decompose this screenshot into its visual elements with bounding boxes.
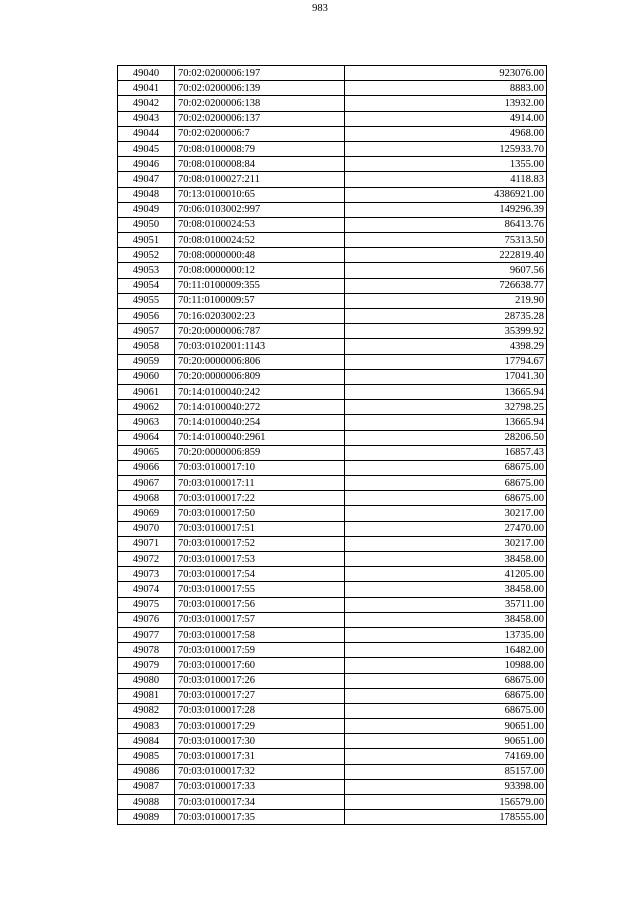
table-row: [118, 384, 547, 399]
value-cell: 68675.00: [345, 476, 547, 491]
value-cell: 28735.28: [345, 309, 547, 324]
table-row: [118, 293, 547, 308]
row-number-cell: 49077: [118, 627, 175, 642]
cadastral-number-cell: 70:03:0100017:27: [175, 688, 345, 703]
value-cell: 8883.00: [345, 81, 547, 96]
table-row: [118, 233, 547, 248]
value-cell: 93398.00: [345, 779, 547, 794]
table-row: [118, 248, 547, 263]
table-row: [118, 612, 547, 627]
value-cell: 68675.00: [345, 460, 547, 475]
cadastral-number-cell: 70:20:0000006:806: [175, 354, 345, 369]
row-number-cell: 49076: [118, 612, 175, 627]
row-number-cell: 49078: [118, 643, 175, 658]
cadastral-number-cell: 70:08:0100024:52: [175, 233, 345, 248]
table-row: [118, 491, 547, 506]
value-cell: 13735.00: [345, 627, 547, 642]
cadastral-number-cell: 70:20:0000006:859: [175, 445, 345, 460]
row-number-cell: 49079: [118, 658, 175, 673]
table-row: [118, 658, 547, 673]
value-cell: 125933.70: [345, 141, 547, 156]
cadastral-number-cell: 70:02:0200006:139: [175, 81, 345, 96]
table-row: [118, 278, 547, 293]
cadastral-number-cell: 70:08:0100008:79: [175, 141, 345, 156]
cadastral-number-cell: 70:03:0100017:54: [175, 567, 345, 582]
table-row: [118, 126, 547, 141]
value-cell: 30217.00: [345, 536, 547, 551]
table-row: [118, 673, 547, 688]
row-number-cell: 49066: [118, 460, 175, 475]
value-cell: 38458.00: [345, 612, 547, 627]
cadastral-number-cell: 70:03:0100017:30: [175, 734, 345, 749]
value-cell: 68675.00: [345, 703, 547, 718]
value-cell: 17794.67: [345, 354, 547, 369]
value-cell: 923076.00: [345, 66, 547, 81]
row-number-cell: 49060: [118, 369, 175, 384]
table-row: [118, 66, 547, 81]
row-number-cell: 49044: [118, 126, 175, 141]
cadastral-number-cell: 70:14:0100040:242: [175, 384, 345, 399]
cadastral-number-cell: 70:16:0203002:23: [175, 309, 345, 324]
row-number-cell: 49042: [118, 96, 175, 111]
table-row: [118, 536, 547, 551]
cadastral-number-cell: 70:02:0200006:138: [175, 96, 345, 111]
value-cell: 726638.77: [345, 278, 547, 293]
row-number-cell: 49059: [118, 354, 175, 369]
cadastral-number-cell: 70:14:0100040:254: [175, 415, 345, 430]
row-number-cell: 49074: [118, 582, 175, 597]
cadastral-number-cell: 70:08:0100008:84: [175, 157, 345, 172]
table-row: [118, 400, 547, 415]
row-number-cell: 49089: [118, 810, 175, 825]
cadastral-number-cell: 70:14:0100040:2961: [175, 430, 345, 445]
table-body: [118, 66, 547, 825]
row-number-cell: 49061: [118, 384, 175, 399]
value-cell: 219.90: [345, 293, 547, 308]
value-cell: 35399.92: [345, 324, 547, 339]
cadastral-number-cell: 70:13:0100010:65: [175, 187, 345, 202]
value-cell: 222819.40: [345, 248, 547, 263]
row-number-cell: 49046: [118, 157, 175, 172]
value-cell: 38458.00: [345, 582, 547, 597]
value-cell: 16857.43: [345, 445, 547, 460]
table-row: [118, 339, 547, 354]
value-cell: 35711.00: [345, 597, 547, 612]
table-row: [118, 309, 547, 324]
table-row: [118, 688, 547, 703]
value-cell: 149296.39: [345, 202, 547, 217]
row-number-cell: 49075: [118, 597, 175, 612]
cadastral-number-cell: 70:03:0100017:31: [175, 749, 345, 764]
cadastral-number-cell: 70:03:0100017:35: [175, 810, 345, 825]
row-number-cell: 49087: [118, 779, 175, 794]
cadastral-number-cell: 70:03:0100017:11: [175, 476, 345, 491]
cadastral-number-cell: 70:03:0100017:22: [175, 491, 345, 506]
cadastral-number-cell: 70:03:0100017:57: [175, 612, 345, 627]
cadastral-number-cell: 70:08:0100027:211: [175, 172, 345, 187]
row-number-cell: 49055: [118, 293, 175, 308]
table-row: [118, 627, 547, 642]
row-number-cell: 49081: [118, 688, 175, 703]
cadastral-number-cell: 70:03:0100017:60: [175, 658, 345, 673]
cadastral-number-cell: 70:03:0102001:1143: [175, 339, 345, 354]
value-cell: 4398.29: [345, 339, 547, 354]
value-cell: 1355.00: [345, 157, 547, 172]
value-cell: 90651.00: [345, 719, 547, 734]
table-row: [118, 506, 547, 521]
row-number-cell: 49073: [118, 567, 175, 582]
row-number-cell: 49051: [118, 233, 175, 248]
value-cell: 28206.50: [345, 430, 547, 445]
row-number-cell: 49085: [118, 749, 175, 764]
row-number-cell: 49067: [118, 476, 175, 491]
cadastral-number-cell: 70:03:0100017:56: [175, 597, 345, 612]
table-row: [118, 779, 547, 794]
row-number-cell: 49069: [118, 506, 175, 521]
table-row: [118, 567, 547, 582]
table-row: [118, 749, 547, 764]
value-cell: 4386921.00: [345, 187, 547, 202]
row-number-cell: 49056: [118, 309, 175, 324]
table-row: [118, 157, 547, 172]
value-cell: 68675.00: [345, 673, 547, 688]
table-row: [118, 460, 547, 475]
cadastral-number-cell: 70:03:0100017:53: [175, 552, 345, 567]
cadastral-number-cell: 70:03:0100017:52: [175, 536, 345, 551]
table-row: [118, 445, 547, 460]
table-row: [118, 415, 547, 430]
row-number-cell: 49053: [118, 263, 175, 278]
table-row: [118, 810, 547, 825]
cadastral-number-cell: 70:02:0200006:7: [175, 126, 345, 141]
table-row: [118, 187, 547, 202]
table-row: [118, 703, 547, 718]
row-number-cell: 49058: [118, 339, 175, 354]
row-number-cell: 49057: [118, 324, 175, 339]
value-cell: 156579.00: [345, 795, 547, 810]
row-number-cell: 49043: [118, 111, 175, 126]
cadastral-number-cell: 70:03:0100017:28: [175, 703, 345, 718]
value-cell: 13932.00: [345, 96, 547, 111]
value-cell: 4914.00: [345, 111, 547, 126]
table-row: [118, 81, 547, 96]
table-row: [118, 597, 547, 612]
table-row: [118, 643, 547, 658]
cadastral-number-cell: 70:08:0100024:53: [175, 217, 345, 232]
row-number-cell: 49049: [118, 202, 175, 217]
value-cell: 10988.00: [345, 658, 547, 673]
value-cell: 75313.50: [345, 233, 547, 248]
row-number-cell: 49070: [118, 521, 175, 536]
value-cell: 38458.00: [345, 552, 547, 567]
row-number-cell: 49050: [118, 217, 175, 232]
value-cell: 178555.00: [345, 810, 547, 825]
row-number-cell: 49072: [118, 552, 175, 567]
row-number-cell: 49040: [118, 66, 175, 81]
row-number-cell: 49048: [118, 187, 175, 202]
row-number-cell: 49063: [118, 415, 175, 430]
table-row: [118, 430, 547, 445]
table-row: [118, 324, 547, 339]
row-number-cell: 49064: [118, 430, 175, 445]
value-cell: 17041.30: [345, 369, 547, 384]
page-number: 983: [312, 3, 328, 14]
table-row: [118, 476, 547, 491]
cadastral-number-cell: 70:11:0100009:57: [175, 293, 345, 308]
table-row: [118, 764, 547, 779]
value-cell: 41205.00: [345, 567, 547, 582]
table-row: [118, 552, 547, 567]
table-row: [118, 141, 547, 156]
table-row: [118, 217, 547, 232]
table-row: [118, 263, 547, 278]
value-cell: 32798.25: [345, 400, 547, 415]
cadastral-number-cell: 70:08:0000000:48: [175, 248, 345, 263]
row-number-cell: 49082: [118, 703, 175, 718]
table-row: [118, 719, 547, 734]
row-number-cell: 49047: [118, 172, 175, 187]
table-row: [118, 354, 547, 369]
value-cell: 74169.00: [345, 749, 547, 764]
cadastral-number-cell: 70:03:0100017:58: [175, 627, 345, 642]
row-number-cell: 49083: [118, 719, 175, 734]
value-cell: 13665.94: [345, 384, 547, 399]
row-number-cell: 49080: [118, 673, 175, 688]
table-row: [118, 521, 547, 536]
value-cell: 85157.00: [345, 764, 547, 779]
cadastral-number-cell: 70:03:0100017:26: [175, 673, 345, 688]
table-row: [118, 111, 547, 126]
cadastral-number-cell: 70:03:0100017:10: [175, 460, 345, 475]
value-cell: 90651.00: [345, 734, 547, 749]
row-number-cell: 49068: [118, 491, 175, 506]
table-row: [118, 795, 547, 810]
value-cell: 4968.00: [345, 126, 547, 141]
value-cell: 27470.00: [345, 521, 547, 536]
row-number-cell: 49052: [118, 248, 175, 263]
row-number-cell: 49065: [118, 445, 175, 460]
cadastral-number-cell: 70:11:0100009:355: [175, 278, 345, 293]
cadastral-number-cell: 70:06:0103002:997: [175, 202, 345, 217]
cadastral-number-cell: 70:03:0100017:59: [175, 643, 345, 658]
row-number-cell: 49054: [118, 278, 175, 293]
table-row: [118, 369, 547, 384]
row-number-cell: 49045: [118, 141, 175, 156]
cadastral-number-cell: 70:20:0000006:787: [175, 324, 345, 339]
cadastral-number-cell: 70:03:0100017:55: [175, 582, 345, 597]
cadastral-number-cell: 70:03:0100017:32: [175, 764, 345, 779]
cadastral-number-cell: 70:03:0100017:33: [175, 779, 345, 794]
table-row: [118, 172, 547, 187]
row-number-cell: 49062: [118, 400, 175, 415]
value-cell: 30217.00: [345, 506, 547, 521]
cadastral-number-cell: 70:03:0100017:29: [175, 719, 345, 734]
value-cell: 68675.00: [345, 491, 547, 506]
cadastral-number-cell: 70:14:0100040:272: [175, 400, 345, 415]
table-row: [118, 582, 547, 597]
table-row: [118, 734, 547, 749]
cadastral-number-cell: 70:03:0100017:34: [175, 795, 345, 810]
cadastral-number-cell: 70:20:0000006:809: [175, 369, 345, 384]
row-number-cell: 49086: [118, 764, 175, 779]
row-number-cell: 49041: [118, 81, 175, 96]
row-number-cell: 49088: [118, 795, 175, 810]
cadastral-number-cell: 70:02:0200006:137: [175, 111, 345, 126]
value-cell: 68675.00: [345, 688, 547, 703]
row-number-cell: 49084: [118, 734, 175, 749]
value-cell: 86413.76: [345, 217, 547, 232]
cadastral-value-table: [117, 65, 547, 825]
cadastral-number-cell: 70:03:0100017:50: [175, 506, 345, 521]
cadastral-number-cell: 70:03:0100017:51: [175, 521, 345, 536]
value-cell: 9607.56: [345, 263, 547, 278]
row-number-cell: 49071: [118, 536, 175, 551]
table-row: [118, 96, 547, 111]
value-cell: 16482.00: [345, 643, 547, 658]
value-cell: 13665.94: [345, 415, 547, 430]
table-row: [118, 202, 547, 217]
cadastral-number-cell: 70:02:0200006:197: [175, 66, 345, 81]
cadastral-number-cell: 70:08:0000000:12: [175, 263, 345, 278]
value-cell: 4118.83: [345, 172, 547, 187]
